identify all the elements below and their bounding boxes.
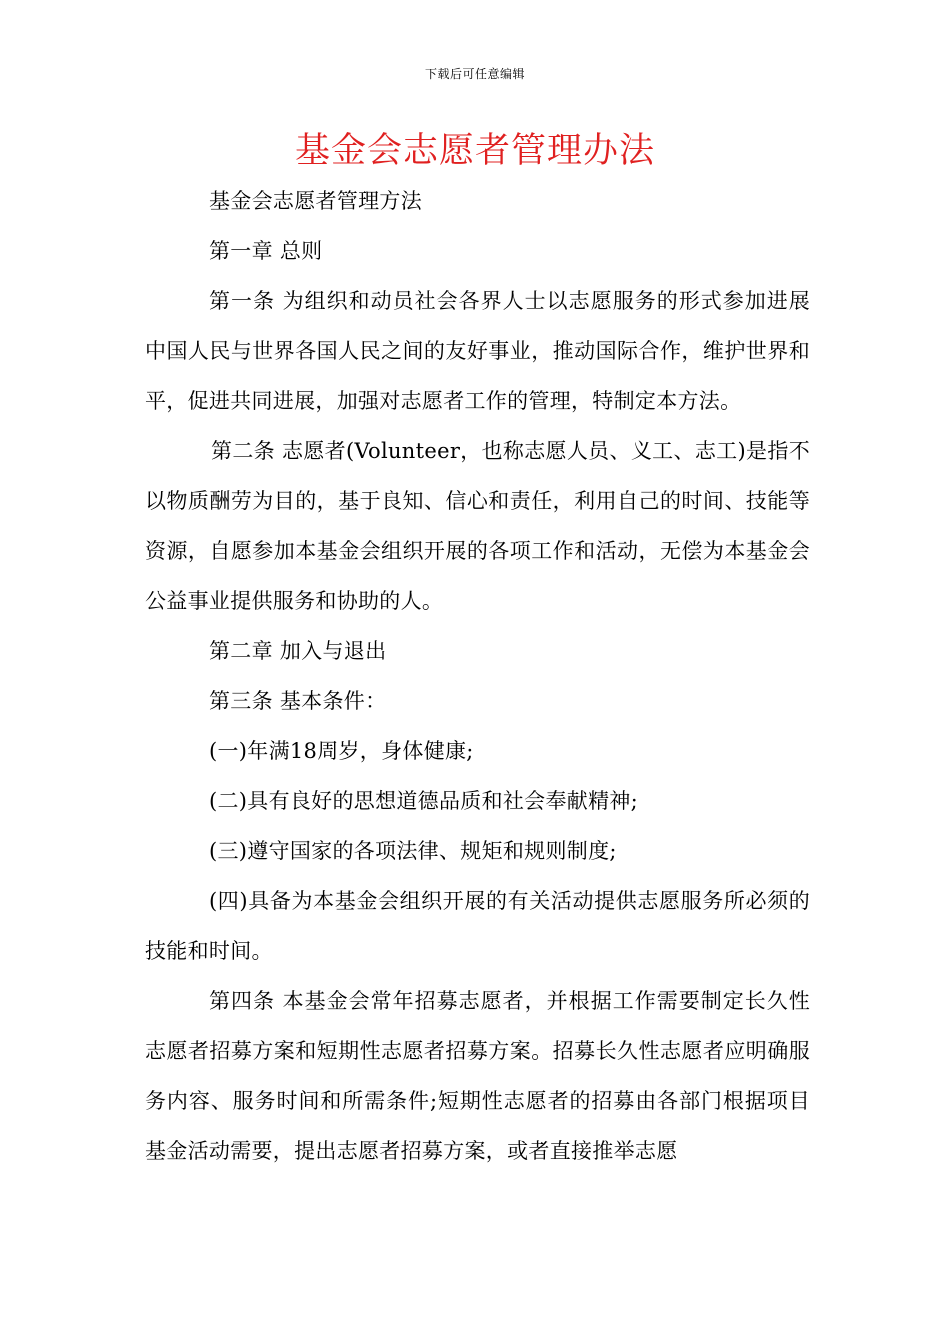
paragraph-condition-4: (四)具备为本基金会组织开展的有关活动提供志愿服务所必须的技能和时间。 [145,889,810,963]
paragraph-chapter-2: 第二章 加入与退出 [209,639,387,663]
paragraph-article-4: 第四条 本基金会常年招募志愿者，并根据工作需要制定长久性志愿者招募方案和短期性志愿者招募方案。招募长久性志愿者应明确服务内容、服务时间和所需条件;短期性志愿者的招募由各部门根据项目基金活动需要，提出志愿者招募方案，或者直接推举志愿 [145,989,810,1163]
paragraph-subtitle: 基金会志愿者管理方法 [209,189,422,213]
header-note: 下载后可任意编辑 [424,67,525,81]
paragraph-article-3: 第三条 基本条件： [209,689,387,713]
document-body [145,176,810,1176]
document-title: 基金会志愿者管理办法 [294,131,655,171]
paragraph-condition-3: (三)遵守国家的各项法律、规矩和规则制度; [209,839,617,863]
paragraph-chapter-1: 第一章 总则 [209,239,323,263]
paragraph-condition-2: (二)具有良好的思想道德品质和社会奉献精神; [209,789,639,813]
paragraph-article-1: 第一条 为组织和动员社会各界人士以志愿服务的形式参加进展中国人民与世界各国人民之间的友好事业，推动国际合作，维护世界和平，促进共同进展，加强对志愿者工作的管理，特制定本方法。 [145,289,810,413]
paragraph-article-2: 第二条 志愿者(Volunteer，也称志愿人员、义工、志工)是指不以物质酬劳为目的，基于良知、信心和责任，利用自己的时间、技能等资源，自愿参加本基金会组织开展的各项工作和活动，无偿为本基金会公益事业提供服务和协助的人。 [145,439,810,613]
paragraph-condition-1: (一)年满18周岁，身体健康; [209,739,474,763]
